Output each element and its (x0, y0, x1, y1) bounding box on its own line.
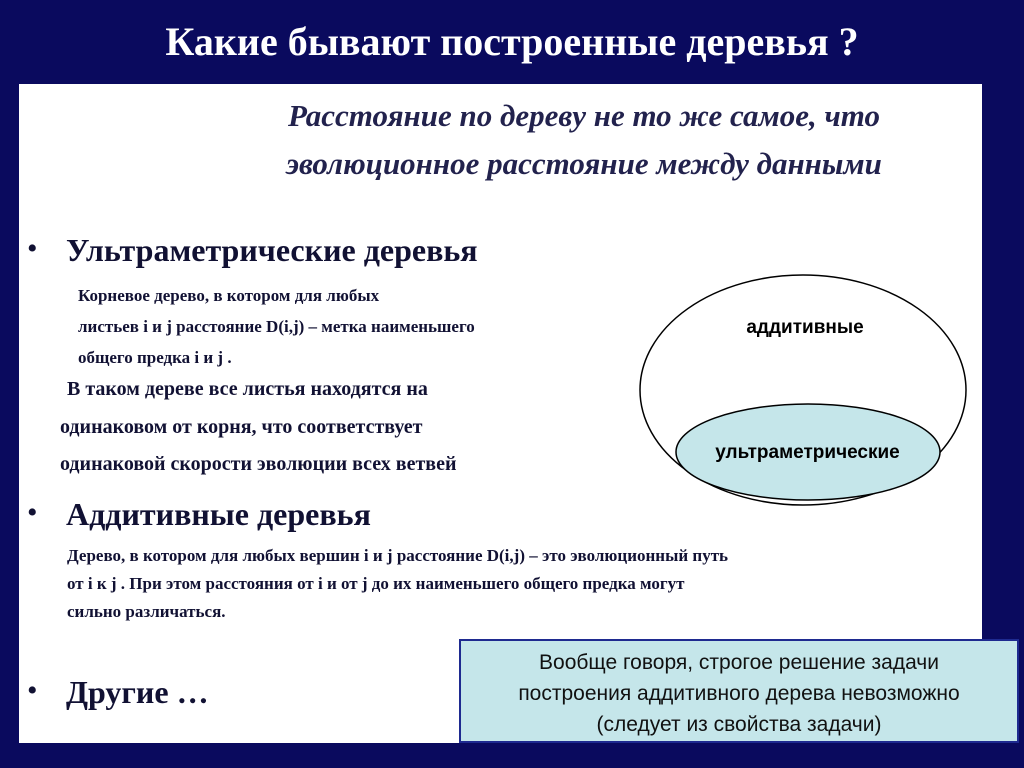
ultrametric-note-line-3: одинаковой скорости эволюции всех ветвей (60, 453, 457, 475)
bullet-marker: • (27, 674, 38, 707)
subtitle-line-2: эволюционное расстояние между данными (286, 146, 882, 181)
slide-title: Какие бывают построенные деревья ? (165, 19, 859, 64)
note-box (459, 639, 1019, 743)
outer-label: аддитивные (746, 317, 864, 338)
diagram-svg (620, 270, 980, 510)
additive-def-line-2: от i к j . При этом расстояния от i и от j до их наименьшего общего предка могут (67, 574, 685, 593)
ultrametric-def-line-1: Корневое дерево, в котором для любых (78, 286, 380, 305)
ultrametric-heading: Ультраметрические деревья (66, 232, 478, 268)
ultrametric-note-line-2: одинаковом от корня, что соответствует (60, 416, 423, 438)
ultrametric-def-line-2: листьев i и j расстояние D(i,j) – метка наименьшего (78, 317, 475, 336)
additive-heading: Аддитивные деревья (66, 496, 371, 532)
ultrametric-def-line-3: общего предка i и j . (78, 348, 232, 367)
bullet-marker: • (27, 496, 38, 529)
subtitle (199, 92, 969, 188)
note-line-3: (следует из свойства задачи) (596, 713, 882, 736)
tree-types-diagram (620, 270, 980, 510)
note-line-1: Вообще говоря, строгое решение задачи (539, 651, 939, 674)
subtitle-line-1: Расстояние по дереву не то же самое, что (288, 98, 880, 133)
other-heading: Другие … (66, 674, 209, 710)
ultrametric-note-line-1: В таком дереве все листья находятся на (67, 378, 428, 400)
note-line-2: построения аддитивного дерева невозможно (518, 682, 960, 705)
bullet-marker: • (27, 232, 38, 265)
inner-label: ультраметрические (715, 442, 900, 463)
additive-def-line-1: Дерево, в котором для любых вершин i и j расстояние D(i,j) – это эволюционный путь (67, 546, 729, 565)
additive-def-line-3: сильно различаться. (67, 602, 226, 621)
